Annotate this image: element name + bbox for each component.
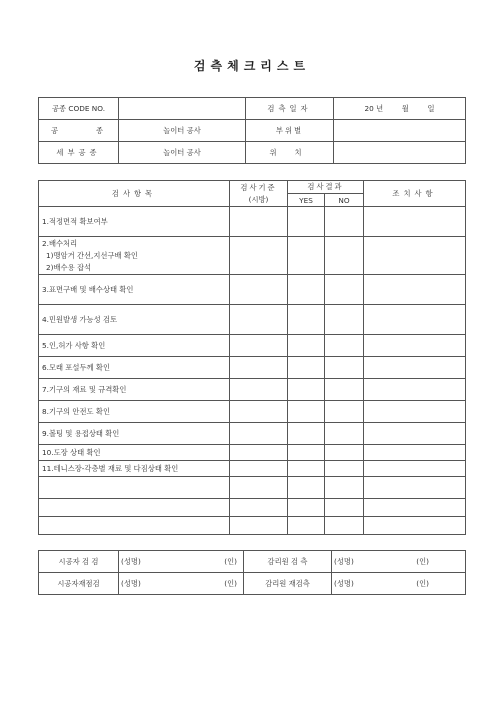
col-header-no: NO xyxy=(325,194,364,207)
checklist-table xyxy=(38,180,466,535)
checklist-item xyxy=(39,517,230,535)
signature-table xyxy=(38,550,466,595)
col-header-item: 검사항목 xyxy=(39,181,230,207)
signature-right-seal: (인) xyxy=(416,578,429,588)
code-label: 공종 CODE NO. xyxy=(39,98,119,120)
checklist-standard-cell[interactable] xyxy=(230,423,288,445)
checklist-yes-cell[interactable] xyxy=(288,335,325,357)
checklist-item xyxy=(39,275,230,305)
checklist-no-cell[interactable] xyxy=(325,305,364,335)
checklist-item-title: 9.볼팅 및 용접상태 확인 xyxy=(42,428,120,438)
checklist-action-cell[interactable] xyxy=(364,423,466,445)
checklist-standard-cell[interactable] xyxy=(230,445,288,461)
page-title: 검측체크리스트 xyxy=(193,59,311,73)
checklist-standard-cell[interactable] xyxy=(230,207,288,237)
checklist-no-cell[interactable] xyxy=(325,379,364,401)
checklist-no-cell[interactable] xyxy=(325,207,364,237)
col-header-standard xyxy=(230,181,288,207)
checklist-standard-cell[interactable] xyxy=(230,401,288,423)
signature-left-label: 시공자재점검 xyxy=(39,573,119,595)
sub-work-value[interactable]: 놀이터 공사 xyxy=(119,142,246,164)
signature-right-value[interactable] xyxy=(332,573,466,595)
checklist-item xyxy=(39,423,230,445)
checklist-no-cell[interactable] xyxy=(325,499,364,517)
signature-row xyxy=(39,551,466,573)
checklist-body xyxy=(39,207,466,535)
checklist-item-title: 2.배수처리 xyxy=(42,239,78,248)
checklist-standard-cell[interactable] xyxy=(230,357,288,379)
part-label: 부위별 xyxy=(246,120,334,142)
checklist-blank-row xyxy=(39,499,466,517)
checklist-row xyxy=(39,335,466,357)
work-type-label: 공종 xyxy=(39,120,119,142)
checklist-item-title: 5.인,허가 사항 확인 xyxy=(42,340,106,350)
date-day-unit: 일 xyxy=(427,103,435,113)
signature-right-name: (성명) xyxy=(334,556,354,566)
checklist-item-title: 11.테니스장-각층별 재료 및 다짐상태 확인 xyxy=(42,463,179,473)
checklist-row xyxy=(39,445,466,461)
checklist-item xyxy=(39,461,230,477)
checklist-yes-cell[interactable] xyxy=(288,357,325,379)
col-header-result: 검사결과 xyxy=(288,181,364,194)
checklist-yes-cell[interactable] xyxy=(288,305,325,335)
checklist-item-title: 6.모래 포설두께 확인 xyxy=(42,362,110,372)
checklist-yes-cell[interactable] xyxy=(288,517,325,535)
checklist-item-title: 1.적정면적 확보여부 xyxy=(42,216,108,226)
checklist-yes-cell[interactable] xyxy=(288,401,325,423)
signature-right-label: 감리원 재검측 xyxy=(244,573,332,595)
checklist-no-cell[interactable] xyxy=(325,445,364,461)
signature-left-seal: (인) xyxy=(224,578,237,588)
checklist-row xyxy=(39,207,466,237)
checklist-no-cell[interactable] xyxy=(325,335,364,357)
part-value-cell[interactable] xyxy=(334,120,466,142)
date-year-unit: 년 xyxy=(376,103,384,113)
date-value-cell[interactable] xyxy=(334,98,466,120)
checklist-action-cell[interactable] xyxy=(364,445,466,461)
checklist-item xyxy=(39,357,230,379)
checklist-blank-row xyxy=(39,477,466,499)
signature-left-seal: (인) xyxy=(224,556,237,566)
date-month-unit: 월 xyxy=(401,103,409,113)
checklist-standard-cell[interactable] xyxy=(230,335,288,357)
checklist-standard-cell[interactable] xyxy=(230,237,288,275)
checklist-row xyxy=(39,237,466,275)
checklist-action-cell[interactable] xyxy=(364,461,466,477)
checklist-item xyxy=(39,237,230,275)
checklist-action-cell[interactable] xyxy=(364,517,466,535)
signature-left-value[interactable] xyxy=(119,551,244,573)
checklist-yes-cell[interactable] xyxy=(288,275,325,305)
col-header-action: 조치사항 xyxy=(364,181,466,207)
checklist-action-cell[interactable] xyxy=(364,237,466,275)
checklist-item xyxy=(39,379,230,401)
checklist-item xyxy=(39,335,230,357)
signature-left-name: (성명) xyxy=(121,556,141,566)
checklist-standard-cell[interactable] xyxy=(230,275,288,305)
checklist-row xyxy=(39,461,466,477)
checklist-no-cell[interactable] xyxy=(325,423,364,445)
location-value-cell[interactable] xyxy=(334,142,466,164)
checklist-no-cell[interactable] xyxy=(325,461,364,477)
checklist-yes-cell[interactable] xyxy=(288,379,325,401)
header-table xyxy=(38,97,466,164)
col-header-standard-sub: (시방) xyxy=(248,194,269,204)
checklist-item xyxy=(39,477,230,499)
work-type-value[interactable]: 놀이터 공사 xyxy=(119,120,246,142)
checklist-action-cell[interactable] xyxy=(364,207,466,237)
checklist-blank-row xyxy=(39,517,466,535)
signature-right-seal: (인) xyxy=(416,556,429,566)
checklist-item xyxy=(39,207,230,237)
checklist-yes-cell[interactable] xyxy=(288,477,325,499)
signature-left-name: (성명) xyxy=(121,578,141,588)
checklist-standard-cell[interactable] xyxy=(230,477,288,499)
checklist-standard-cell[interactable] xyxy=(230,305,288,335)
signature-left-value[interactable] xyxy=(119,573,244,595)
signature-right-value[interactable] xyxy=(332,551,466,573)
checklist-item-title: 4.민원발생 가능성 검토 xyxy=(42,314,118,324)
checklist-item-title: 8.기구의 안전도 확인 xyxy=(42,406,110,416)
checklist-action-cell[interactable] xyxy=(364,335,466,357)
checklist-action-cell[interactable] xyxy=(364,379,466,401)
signature-right-label: 감리원 검 측 xyxy=(244,551,332,573)
checklist-item-subline: 2)배수용 잡석 xyxy=(46,263,92,272)
checklist-no-cell[interactable] xyxy=(325,517,364,535)
location-label: 위치 xyxy=(246,142,334,164)
checklist-no-cell[interactable] xyxy=(325,401,364,423)
checklist-yes-cell[interactable] xyxy=(288,445,325,461)
checklist-action-cell[interactable] xyxy=(364,477,466,499)
checklist-standard-cell[interactable] xyxy=(230,499,288,517)
code-value-cell[interactable] xyxy=(119,98,246,120)
checklist-item xyxy=(39,305,230,335)
checklist-action-cell[interactable] xyxy=(364,357,466,379)
checklist-standard-cell[interactable] xyxy=(230,379,288,401)
checklist-yes-cell[interactable] xyxy=(288,499,325,517)
date-label: 검측일자 xyxy=(246,98,334,120)
checklist-no-cell[interactable] xyxy=(325,357,364,379)
checklist-item xyxy=(39,445,230,461)
checklist-row xyxy=(39,305,466,335)
checklist-yes-cell[interactable] xyxy=(288,461,325,477)
checklist-action-cell[interactable] xyxy=(364,305,466,335)
signature-row xyxy=(39,573,466,595)
checklist-yes-cell[interactable] xyxy=(288,423,325,445)
checklist-row xyxy=(39,423,466,445)
checklist-item xyxy=(39,401,230,423)
checklist-item-title: 3.표면구배 및 배수상태 확인 xyxy=(42,284,134,294)
col-header-yes: YES xyxy=(288,194,325,207)
checklist-item-title: 10.도장 상태 확인 xyxy=(42,447,101,457)
checklist-row xyxy=(39,357,466,379)
checklist-item-subline: 1)맹암거 간선,지선구배 확인 xyxy=(46,251,138,260)
checklist-standard-cell[interactable] xyxy=(230,461,288,477)
checklist-row xyxy=(39,275,466,305)
checklist-action-cell[interactable] xyxy=(364,275,466,305)
date-year: 20 xyxy=(364,103,374,113)
checklist-item xyxy=(39,499,230,517)
checklist-row xyxy=(39,401,466,423)
checklist-no-cell[interactable] xyxy=(325,477,364,499)
checklist-no-cell[interactable] xyxy=(325,275,364,305)
checklist-row xyxy=(39,379,466,401)
sub-work-label: 세부공종 xyxy=(39,142,119,164)
checklist-yes-cell[interactable] xyxy=(288,207,325,237)
signature-right-name: (성명) xyxy=(334,578,354,588)
checklist-action-cell[interactable] xyxy=(364,401,466,423)
signature-body xyxy=(39,551,466,595)
checklist-standard-cell[interactable] xyxy=(230,517,288,535)
checklist-item-title: 7.기구의 재료 및 규격확인 xyxy=(42,384,127,394)
checklist-yes-cell[interactable] xyxy=(288,237,325,275)
checklist-no-cell[interactable] xyxy=(325,237,364,275)
signature-left-label: 시공자 검 검 xyxy=(39,551,119,573)
checklist-action-cell[interactable] xyxy=(364,499,466,517)
col-header-standard-label: 검사기준 xyxy=(240,182,277,192)
